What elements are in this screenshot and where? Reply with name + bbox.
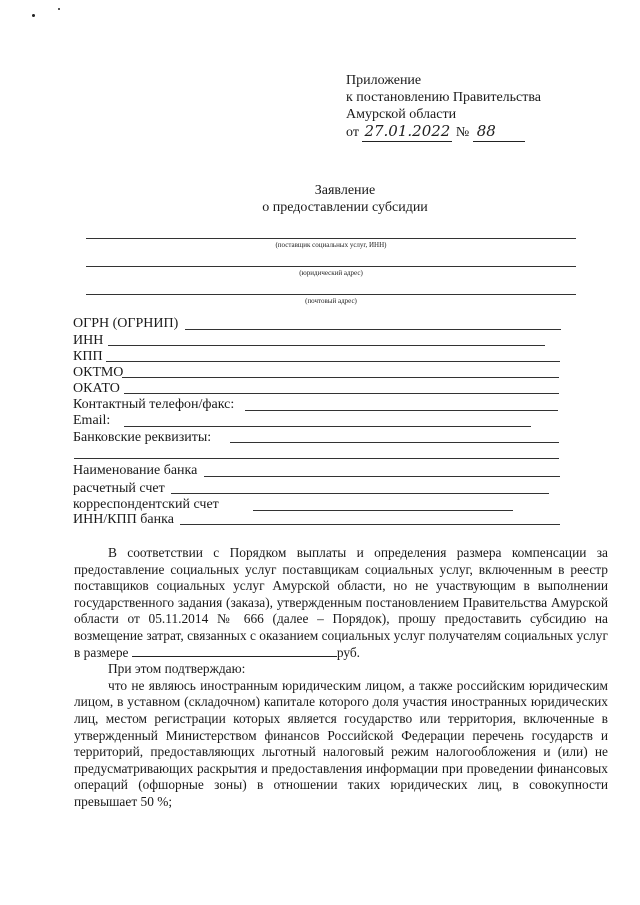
amount-input-line[interactable] [132, 645, 337, 657]
phone-label: Контактный телефон/факс: [73, 397, 235, 412]
kpp-label: КПП [73, 349, 103, 364]
supplier-line [86, 238, 576, 239]
appendix-region: Амурской области [346, 107, 457, 122]
inn-label: ИНН [73, 333, 104, 348]
scan-speck [32, 14, 35, 17]
inn-input-line[interactable] [108, 345, 545, 346]
ogrn-label: ОГРН (ОГРНИП) [73, 316, 179, 331]
confirm-intro: При этом подтверждаю: [108, 661, 246, 677]
oktmo-label: ОКТМО [73, 365, 124, 380]
okato-label: ОКАТО [73, 381, 120, 396]
request-text: В соответствии с Порядком выплаты и определения размера компенсации за предоставление социальных услуг поставщикам социальных услуг, включенным в реестр поставщиков социальных услуг Амурской области, но не участвующим в выполнении государственного задания (заказа), утвержденным постановлением Правительства Амурской области от 05.11.2014 № 666 (далее – Порядок), прошу предоставить субсидию на возмещение затрат, связанных с оказанием социальных услуг получателям социальных услуг в размере [74, 545, 608, 660]
scan-speck [58, 8, 60, 10]
handwritten-number: 88 [476, 122, 496, 140]
appendix-header [346, 72, 541, 142]
bank-details-input-line-2[interactable] [74, 458, 559, 459]
bank-name-label: Наименование банка [73, 463, 198, 478]
postal-address-caption: (почтовый адрес) [305, 297, 357, 305]
email-label: Email: [73, 413, 111, 428]
number-prefix: № [455, 125, 470, 140]
phone-input-line[interactable] [245, 410, 558, 411]
kpp-input-line[interactable] [106, 361, 560, 362]
appendix-decree: к постановлению Правительства [346, 90, 542, 105]
appendix-date-row [346, 123, 541, 142]
bank-details-input-line[interactable] [230, 442, 559, 443]
supplier-caption: (поставщик социальных услуг, ИНН) [275, 241, 387, 249]
document-title: Заявление [314, 183, 376, 198]
corr-account-input-line[interactable] [253, 510, 513, 511]
ogrn-input-line[interactable] [185, 329, 561, 330]
legal-address-caption: (юридический адрес) [299, 269, 363, 277]
date-prefix: от [346, 125, 359, 140]
postal-address-line [86, 294, 576, 295]
statement-body [74, 545, 608, 811]
account-label: расчетный счет [73, 481, 165, 496]
handwritten-date: 27.01.2022 [364, 122, 451, 140]
bank-inn-kpp-label: ИНН/КПП банка [73, 512, 174, 527]
legal-address-line [86, 266, 576, 267]
oktmo-input-line[interactable] [122, 377, 559, 378]
confirm-foreign-entity: что не являюсь иностранным юридическим лицом, а также российским юридическим лицом, в уставном (складочном) капитале которого доля участия иностранных юридических лиц, местом регистрации которых является государство или территория, включенные в утвержденный Министерством финансов Российской Федерации перечень государств и территорий, предоставляющих льготный налоговый режим налогообложения и (или) не предусматривающих раскрытия и предоставления информации при проведении финансовых операций (офшорные зоны) в отношении таких юридических лиц, в совокупности превышает 50 %; [74, 677, 608, 809]
corr-account-label: корреспондентский счет [73, 497, 219, 512]
bank-name-input-line[interactable] [204, 476, 560, 477]
okato-input-line[interactable] [124, 393, 559, 394]
bank-details-label: Банковские реквизиты: [73, 430, 212, 445]
request-paragraph [74, 545, 608, 661]
document-subtitle: о предоставлении субсидии [262, 200, 428, 215]
account-input-line[interactable] [171, 493, 549, 494]
bank-inn-kpp-input-line[interactable] [180, 524, 560, 525]
currency-unit: руб. [336, 644, 361, 660]
appendix-label: Приложение [346, 73, 422, 88]
email-input-line[interactable] [124, 426, 531, 427]
